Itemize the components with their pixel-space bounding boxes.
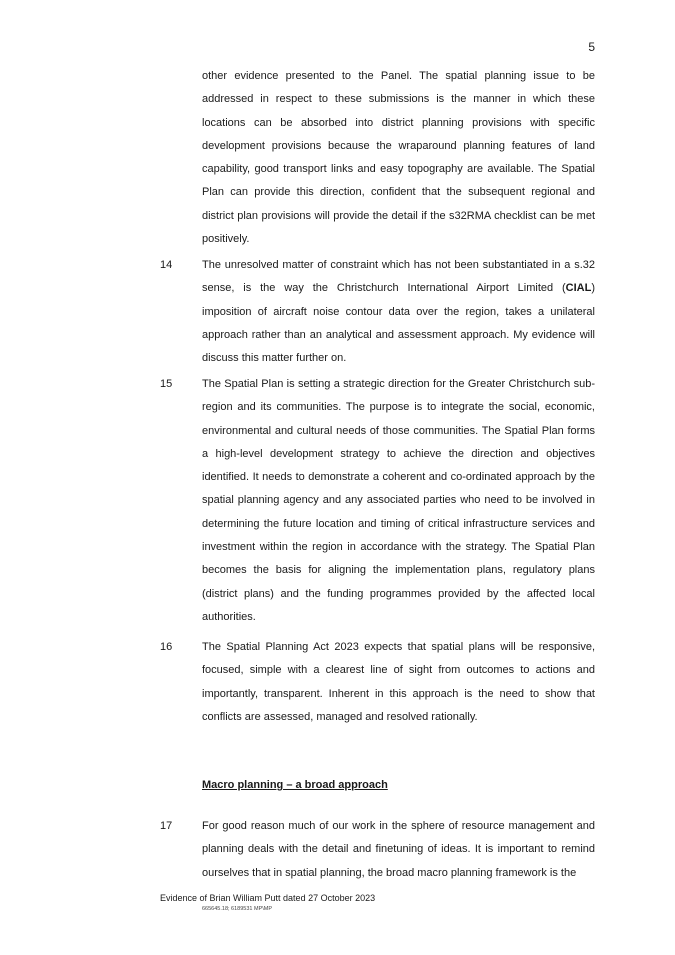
bold-abbreviation: CIAL	[565, 282, 592, 295]
section-heading: Macro planning – a broad approach	[202, 779, 388, 791]
footer-line: Evidence of Brian William Putt dated 27 October 2023	[160, 893, 376, 903]
paragraph-text: For good reason much of our work in the sphere of resource management and planning deals with the detail and finetuning of ideas. It is important to remind ourselves that in spatial planning, the broad macro planning framework is the	[202, 820, 595, 879]
paragraph-text: The unresolved matter of constraint which has not been substantiated in a s.32 sense, is the way the Christchurch International Airport Limited (CIAL) imposition of aircraft noise contour data over the region, takes a unilateral approach rather than an analytical and assessment approach. My evidence will discuss this matter further on.	[202, 259, 595, 365]
paragraph-number: 14	[160, 259, 173, 271]
paragraph-continued	[160, 65, 595, 251]
footer-reference: 665645.18; 6189531 MP\MP	[202, 906, 273, 912]
paragraph-17	[160, 815, 595, 885]
paragraph-text: other evidence presented to the Panel. The spatial planning issue to be addressed in respect to these submissions is the manner in which these locations can be absorbed into district planning provisions with specific development provisions because the wraparound planning features of land capability, good transport links and easy topography are available. The Spatial Plan can provide this direction, confident that the subsequent regional and district plan provisions will provide the detail if the s32RMA checklist can be met positively.	[202, 70, 595, 246]
paragraph-number: 17	[160, 820, 173, 832]
paragraph-number: 15	[160, 378, 173, 390]
paragraph-number: 16	[160, 641, 173, 653]
paragraph-text: The Spatial Plan is setting a strategic direction for the Greater Christchurch sub-region and its communities. The purpose is to integrate the social, economic, environmental and cultural needs of those communities. The Spatial Plan forms a high-level development strategy to achieve the direction and objectives identified. It needs to demonstrate a coherent and co-ordinated approach by the spatial planning agency and any associated parties who need to be involved in determining the future location and timing of critical infrastructure services and investment within the region in accordance with the strategy. The Spatial Plan becomes the basis for aligning the implementation plans, regulatory plans (district plans) and the funding programmes provided by the affected local authorities.	[202, 378, 595, 623]
paragraph-15	[160, 373, 595, 629]
paragraph-16	[160, 636, 595, 729]
page-number: 5	[588, 40, 595, 54]
paragraph-text: The Spatial Planning Act 2023 expects that spatial plans will be responsive, focused, simple with a clearest line of sight from outcomes to actions and importantly, transparent. Inherent in this approach is the need to show that conflicts are assessed, managed and resolved rationally.	[202, 641, 595, 723]
paragraph-14	[160, 254, 595, 370]
